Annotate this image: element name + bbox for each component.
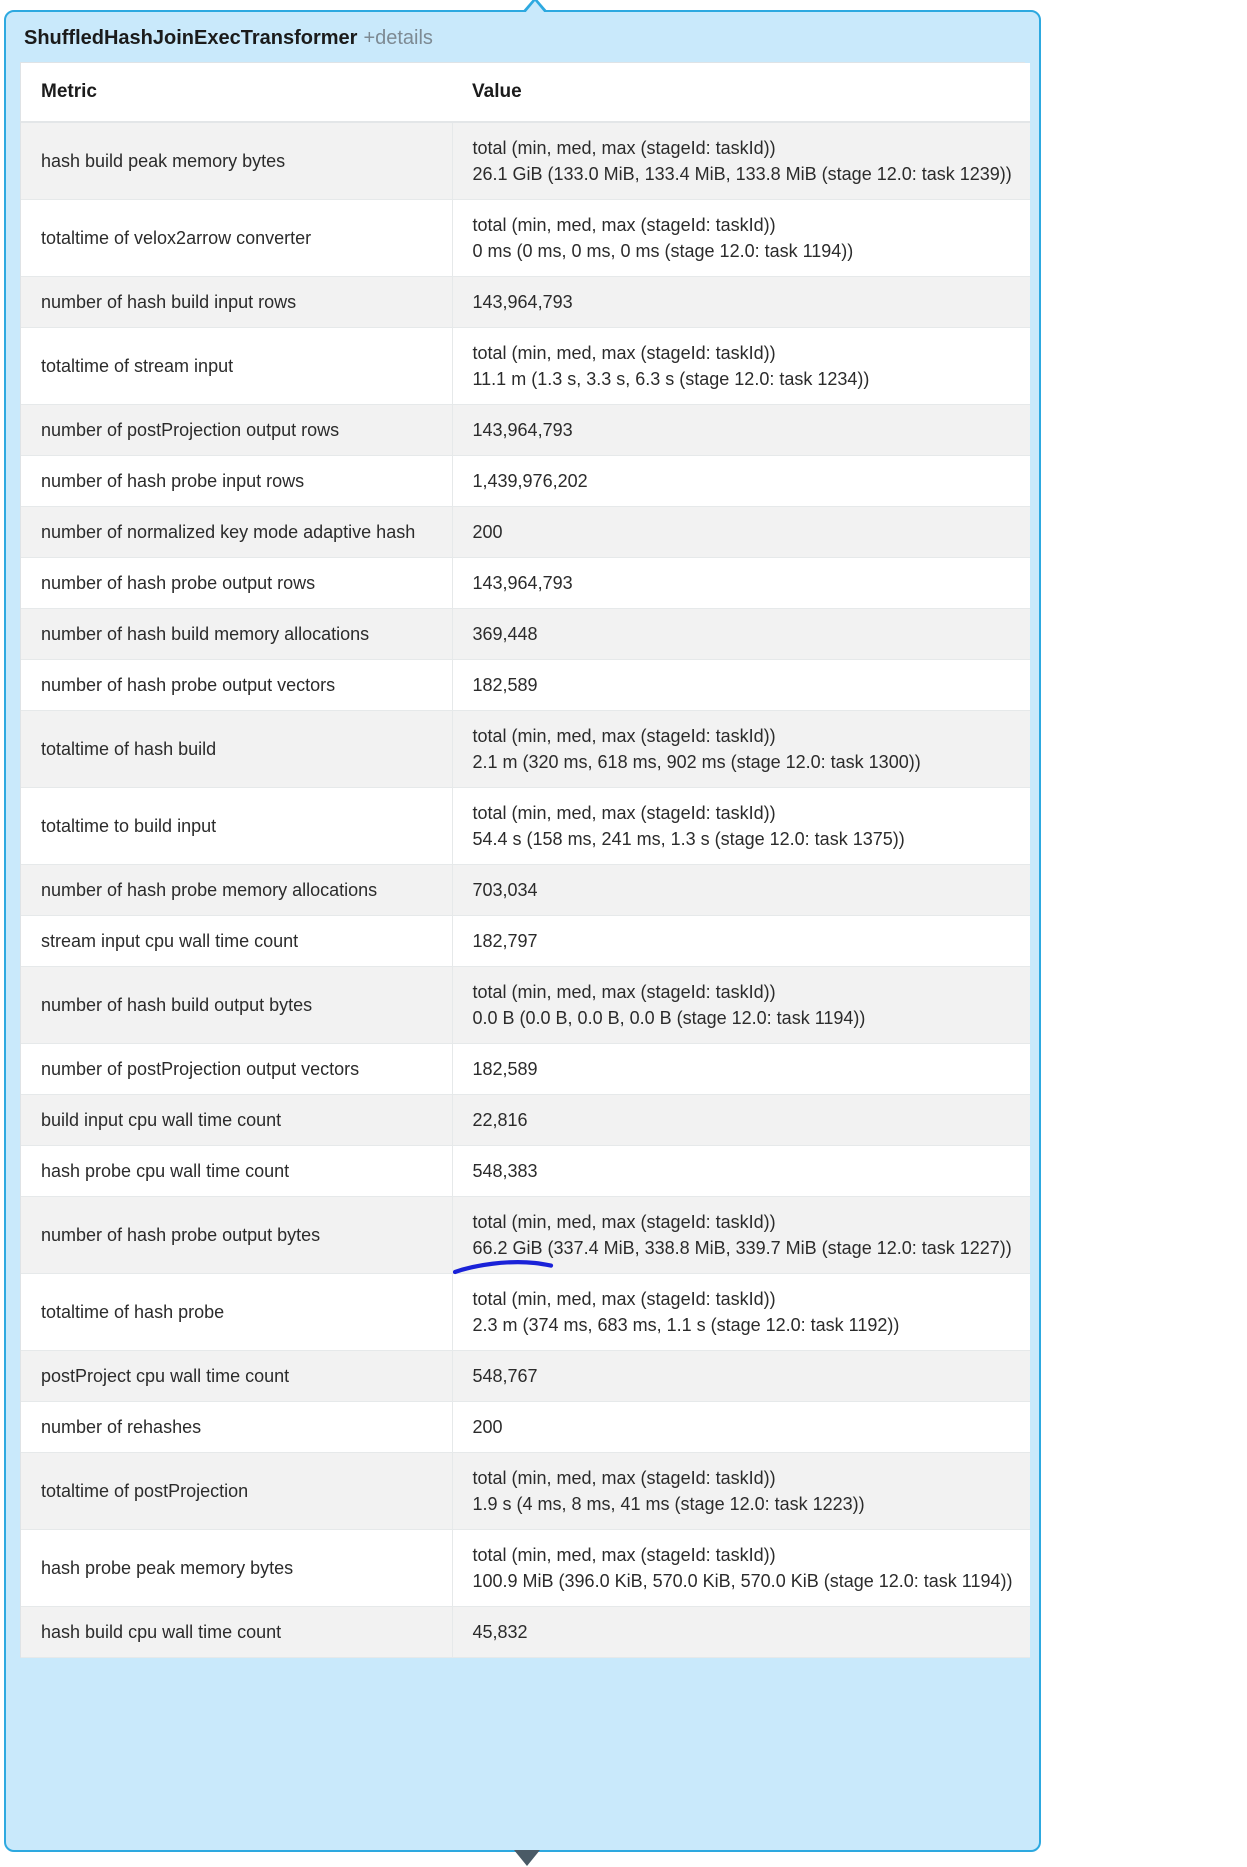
table-row <box>21 711 1030 788</box>
metric-value-cell <box>452 1146 1030 1197</box>
metric-value-cell <box>452 277 1030 328</box>
table-row <box>21 916 1030 967</box>
metric-name-cell: totaltime of velox2arrow converter <box>21 200 452 277</box>
metric-value-line-1: 182,589 <box>472 1059 538 1079</box>
metric-value-line-1: 200 <box>472 1417 503 1437</box>
metric-value-cell <box>452 865 1030 916</box>
popover-header <box>6 12 1039 62</box>
column-header-value: Value <box>452 63 1030 122</box>
metric-name-cell: totaltime of postProjection <box>21 1453 452 1530</box>
metrics-popover <box>4 10 1041 1852</box>
metric-value-line-1: total (min, med, max (stageId: taskId)) <box>472 343 776 363</box>
metric-value-cell <box>452 788 1030 865</box>
metric-name-cell: totaltime to build input <box>21 788 452 865</box>
metric-value-line-2: 0 ms (0 ms, 0 ms, 0 ms (stage 12.0: task 1194)) <box>472 241 854 261</box>
metric-name-cell: hash build peak memory bytes <box>21 122 452 200</box>
metric-value-line-1: 200 <box>472 522 503 542</box>
metric-value-line-1: total (min, med, max (stageId: taskId)) <box>472 982 776 1002</box>
metric-value-line-1: 22,816 <box>472 1110 528 1130</box>
popover-title: ShuffledHashJoinExecTransformer <box>24 27 358 49</box>
table-row <box>21 660 1030 711</box>
metric-name-cell: number of rehashes <box>21 1402 452 1453</box>
metric-name-cell: totaltime of stream input <box>21 328 452 405</box>
table-row <box>21 1197 1030 1274</box>
metric-value-line-1: total (min, med, max (stageId: taskId)) <box>472 1289 776 1309</box>
table-row <box>21 865 1030 916</box>
metric-name-cell: build input cpu wall time count <box>21 1095 452 1146</box>
metric-value-line-1: 143,964,793 <box>472 292 573 312</box>
table-row <box>21 1274 1030 1351</box>
metric-name-cell: number of hash build output bytes <box>21 967 452 1044</box>
metric-value-cell <box>452 967 1030 1044</box>
metric-value-line-1: total (min, med, max (stageId: taskId)) <box>472 1545 776 1565</box>
table-row <box>21 1402 1030 1453</box>
metric-value-line-2: 26.1 GiB (133.0 MiB, 133.4 MiB, 133.8 MiB (stage 12.0: task 1239)) <box>472 164 1012 184</box>
metric-value-cell <box>452 1351 1030 1402</box>
metric-name-cell: number of normalized key mode adaptive hash <box>21 507 452 558</box>
metric-value-line-1: 182,797 <box>472 931 538 951</box>
table-row <box>21 788 1030 865</box>
metric-value-cell <box>452 122 1030 200</box>
details-toggle-link[interactable]: +details <box>363 27 433 49</box>
table-row <box>21 967 1030 1044</box>
metric-value-cell <box>452 507 1030 558</box>
metric-value-cell <box>452 328 1030 405</box>
metric-value-line-1: total (min, med, max (stageId: taskId)) <box>472 803 776 823</box>
table-row <box>21 1530 1030 1607</box>
popover-caret-top-inner-icon <box>525 1 545 13</box>
table-row <box>21 405 1030 456</box>
metrics-table <box>21 63 1030 1658</box>
metric-value-cell <box>452 609 1030 660</box>
metric-value-line-1: 182,589 <box>472 675 538 695</box>
metric-value-line-1: total (min, med, max (stageId: taskId)) <box>472 215 776 235</box>
popover-caret-bottom-icon <box>514 1850 540 1866</box>
metric-name-cell: postProject cpu wall time count <box>21 1351 452 1402</box>
metric-name-cell: number of hash probe output vectors <box>21 660 452 711</box>
metric-value-cell <box>452 660 1030 711</box>
metric-value-cell <box>452 405 1030 456</box>
metric-value-line-2: 2.3 m (374 ms, 683 ms, 1.1 s (stage 12.0: task 1192)) <box>472 1315 900 1335</box>
metric-value-line-2: 2.1 m (320 ms, 618 ms, 902 ms (stage 12.0: task 1300)) <box>472 752 921 772</box>
metric-name-cell: number of hash probe memory allocations <box>21 865 452 916</box>
metric-value-line-1: 143,964,793 <box>472 420 573 440</box>
metric-value-line-1: total (min, med, max (stageId: taskId)) <box>472 1212 776 1232</box>
metric-value-cell <box>452 711 1030 788</box>
table-row <box>21 1453 1030 1530</box>
metric-value-line-1: total (min, med, max (stageId: taskId)) <box>472 1468 776 1488</box>
metric-value-line-1: 1,439,976,202 <box>472 471 588 491</box>
metric-value-line-1: 703,034 <box>472 880 538 900</box>
metric-value-line-2: 11.1 m (1.3 s, 3.3 s, 6.3 s (stage 12.0: task 1234)) <box>472 369 870 389</box>
table-row <box>21 1095 1030 1146</box>
metric-name-cell: totaltime of hash build <box>21 711 452 788</box>
metric-name-cell: number of postProjection output rows <box>21 405 452 456</box>
table-row <box>21 277 1030 328</box>
metric-value-cell <box>452 1095 1030 1146</box>
metric-name-cell: number of hash build input rows <box>21 277 452 328</box>
metric-value-cell <box>452 1453 1030 1530</box>
metric-name-cell: number of postProjection output vectors <box>21 1044 452 1095</box>
metric-value-cell <box>452 558 1030 609</box>
table-row <box>21 122 1030 200</box>
metric-value-cell <box>452 1044 1030 1095</box>
table-row <box>21 558 1030 609</box>
metric-value-line-1: 45,832 <box>472 1622 528 1642</box>
metric-name-cell: totaltime of hash probe <box>21 1274 452 1351</box>
metric-name-cell: stream input cpu wall time count <box>21 916 452 967</box>
metric-value-cell <box>452 456 1030 507</box>
metric-name-cell: number of hash probe input rows <box>21 456 452 507</box>
table-row <box>21 328 1030 405</box>
metric-value-cell <box>452 1607 1030 1658</box>
table-row <box>21 456 1030 507</box>
metric-value-cell <box>452 1402 1030 1453</box>
table-header-row <box>21 63 1030 122</box>
metric-value-line-2: 66.2 GiB (337.4 MiB, 338.8 MiB, 339.7 MiB (stage 12.0: task 1227)) <box>472 1238 1012 1258</box>
metrics-table-body <box>21 122 1030 1658</box>
table-row <box>21 200 1030 277</box>
metric-value-line-1: total (min, med, max (stageId: taskId)) <box>472 138 776 158</box>
metric-value-line-1: 369,448 <box>472 624 538 644</box>
metric-value-cell <box>452 1274 1030 1351</box>
metric-value-line-1: 143,964,793 <box>472 573 573 593</box>
table-row <box>21 1146 1030 1197</box>
metric-value-cell <box>452 200 1030 277</box>
metric-name-cell: hash build cpu wall time count <box>21 1607 452 1658</box>
metric-value-line-2: 0.0 B (0.0 B, 0.0 B, 0.0 B (stage 12.0: task 1194)) <box>472 1008 866 1028</box>
metrics-table-head <box>21 63 1030 122</box>
metric-name-cell: hash probe peak memory bytes <box>21 1530 452 1607</box>
metric-name-cell: number of hash probe output rows <box>21 558 452 609</box>
metric-value-line-1: total (min, med, max (stageId: taskId)) <box>472 726 776 746</box>
metric-name-cell: hash probe cpu wall time count <box>21 1146 452 1197</box>
metric-name-cell: number of hash probe output bytes <box>21 1197 452 1274</box>
metric-value-cell <box>452 916 1030 967</box>
table-row <box>21 507 1030 558</box>
metric-value-line-1: 548,767 <box>472 1366 538 1386</box>
column-header-metric: Metric <box>21 63 452 122</box>
metric-value-line-2: 100.9 MiB (396.0 KiB, 570.0 KiB, 570.0 KiB (stage 12.0: task 1194)) <box>472 1571 1013 1591</box>
table-row <box>21 1044 1030 1095</box>
table-row <box>21 1351 1030 1402</box>
metrics-table-container <box>20 62 1025 1658</box>
metric-value-cell <box>452 1530 1030 1607</box>
metric-value-cell <box>452 1197 1030 1274</box>
metric-value-line-1: 548,383 <box>472 1161 538 1181</box>
metric-name-cell: number of hash build memory allocations <box>21 609 452 660</box>
metric-value-line-2: 54.4 s (158 ms, 241 ms, 1.3 s (stage 12.0: task 1375)) <box>472 829 905 849</box>
table-row <box>21 609 1030 660</box>
table-row <box>21 1607 1030 1658</box>
metric-value-line-2: 1.9 s (4 ms, 8 ms, 41 ms (stage 12.0: task 1223)) <box>472 1494 865 1514</box>
